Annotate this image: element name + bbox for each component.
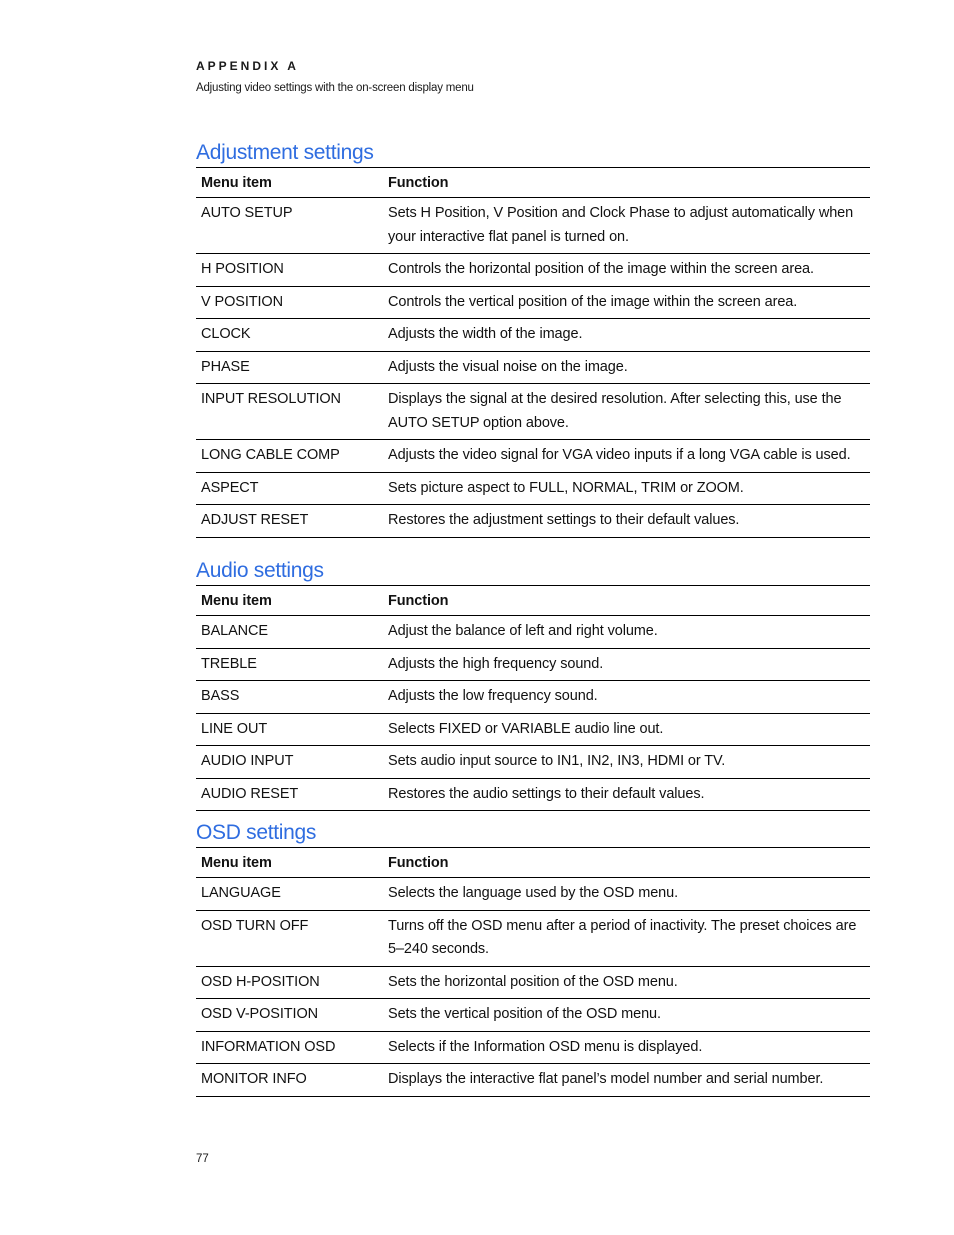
function-cell: Sets the vertical position of the OSD menu. — [388, 1006, 661, 1022]
function-cell: Selects if the Information OSD menu is displayed. — [388, 1038, 703, 1055]
table-header-row — [196, 168, 870, 198]
function-cell: Adjusts the high frequency sound. — [388, 655, 604, 672]
menu-item-cell: BALANCE — [201, 623, 268, 639]
column-header-function: Function — [388, 175, 449, 191]
function-cell: Restores the adjustment settings to their default values. — [388, 512, 740, 528]
menu-item-cell: ADJUST RESET — [201, 512, 309, 528]
menu-item-cell: BASS — [201, 688, 240, 704]
menu-item-cell: V POSITION — [201, 293, 283, 310]
function-cell: Displays the interactive flat panel’s model number and serial number. — [388, 1071, 824, 1087]
table-row — [196, 746, 870, 779]
column-header-menu-item: Menu item — [201, 593, 272, 609]
menu-item-cell: AUTO SETUP — [201, 205, 293, 221]
table-header-row — [196, 586, 870, 616]
menu-item-cell: LANGUAGE — [201, 885, 281, 901]
function-cell: Selects FIXED or VARIABLE audio line out. — [388, 720, 664, 737]
table-row — [196, 1064, 870, 1097]
section-title: Audio settings — [196, 559, 324, 582]
menu-item-cell: MONITOR INFO — [201, 1071, 307, 1087]
adjustment-settings-section — [196, 139, 870, 538]
function-cell: Adjust the balance of left and right volume. — [388, 623, 658, 639]
column-header-function: Function — [388, 593, 449, 609]
menu-item-cell: AUDIO RESET — [201, 785, 299, 802]
menu-item-cell: LONG CABLE COMP — [201, 447, 340, 463]
table-row — [196, 319, 870, 352]
function-cell: Sets the horizontal position of the OSD menu. — [388, 973, 678, 990]
menu-item-cell: TREBLE — [201, 655, 257, 672]
table-row — [196, 999, 870, 1032]
table-row — [196, 648, 870, 681]
function-cell: Sets picture aspect to FULL, NORMAL, TRIM or ZOOM. — [388, 479, 744, 496]
section-title: OSD settings — [196, 821, 317, 844]
menu-item-cell: AUDIO INPUT — [201, 753, 294, 769]
menu-item-cell: INPUT RESOLUTION — [201, 391, 341, 407]
menu-item-cell: OSD V-POSITION — [201, 1006, 319, 1022]
function-cell: Sets audio input source to IN1, IN2, IN3, HDMI or TV. — [388, 753, 726, 769]
function-cell: Adjusts the visual noise on the image. — [388, 358, 628, 375]
osd-settings-table — [196, 847, 870, 1097]
function-cell: Controls the vertical position of the image within the screen area. — [388, 293, 798, 310]
adjustment-settings-table — [196, 167, 870, 538]
column-header-menu-item: Menu item — [201, 175, 272, 191]
chapter-subtitle: Adjusting video settings with the on-screen display menu — [196, 82, 474, 94]
function-cell: Adjusts the video signal for VGA video inputs if a long VGA cable is used. — [388, 447, 851, 463]
table-row — [196, 440, 870, 473]
table-row — [196, 778, 870, 811]
table-row — [196, 351, 870, 384]
table-row — [196, 713, 870, 746]
function-cell: Restores the audio settings to their default values. — [388, 785, 705, 802]
menu-item-cell: INFORMATION OSD — [201, 1038, 336, 1055]
table-row — [196, 198, 870, 254]
menu-item-cell: H POSITION — [201, 261, 284, 277]
osd-settings-section — [196, 819, 870, 1097]
function-cell: Sets H Position, V Position and Clock Phase to adjust automatically when your interactive flat panel is turned on. — [388, 205, 854, 245]
menu-item-cell: PHASE — [201, 358, 250, 375]
function-cell: Adjusts the width of the image. — [388, 326, 583, 342]
menu-item-cell: CLOCK — [201, 326, 251, 342]
menu-item-cell: OSD H-POSITION — [201, 973, 320, 990]
table-row — [196, 254, 870, 287]
audio-settings-section — [196, 557, 870, 811]
table-header-row — [196, 848, 870, 878]
table-row — [196, 1031, 870, 1064]
menu-item-cell: OSD TURN OFF — [201, 917, 309, 934]
column-header-menu-item: Menu item — [201, 855, 272, 871]
menu-item-cell: ASPECT — [201, 479, 259, 496]
appendix-label: APPENDIX A — [196, 59, 299, 73]
page-number: 77 — [196, 1153, 209, 1165]
table-row — [196, 616, 870, 649]
function-cell: Controls the horizontal position of the image within the screen area. — [388, 261, 814, 277]
function-cell: Selects the language used by the OSD menu. — [388, 885, 679, 901]
table-row — [196, 472, 870, 505]
table-row — [196, 910, 870, 966]
table-row — [196, 384, 870, 440]
column-header-function: Function — [388, 855, 449, 871]
menu-item-cell: LINE OUT — [201, 720, 268, 737]
table-row — [196, 966, 870, 999]
function-cell: Adjusts the low frequency sound. — [388, 688, 598, 704]
audio-settings-table — [196, 585, 870, 811]
table-row — [196, 286, 870, 319]
table-row — [196, 878, 870, 911]
table-row — [196, 681, 870, 714]
section-title: Adjustment settings — [196, 141, 374, 164]
function-cell: Displays the signal at the desired resolution. After selecting this, use the AUTO SETUP option above. — [388, 391, 842, 431]
table-row — [196, 505, 870, 538]
function-cell: Turns off the OSD menu after a period of inactivity. The preset choices are 5–240 seconds. — [388, 917, 857, 957]
